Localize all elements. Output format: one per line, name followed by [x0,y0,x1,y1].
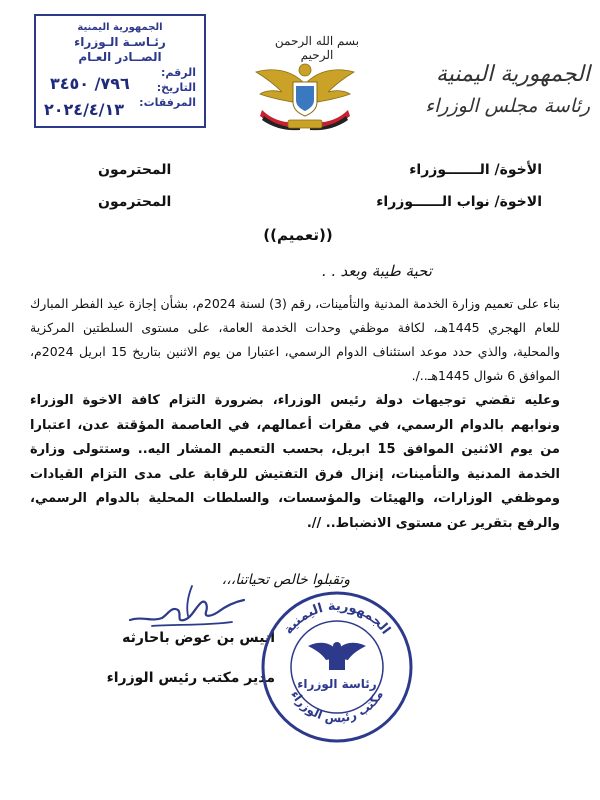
signer-name: انيس بن عوض باحارثه [122,630,275,646]
seal-inner-text: رئاسة الوزراء [297,677,377,691]
addressee-ministers-honorific: المحترمون [98,162,172,178]
signer-title: مدير مكتب رئيس الوزراء [106,670,275,686]
letterhead-republic: الجمهورية اليمنية [435,62,590,87]
stamp-presidency: رئـاسـة الـوزراء [74,35,166,49]
body-paragraph-2: وعليه تقضي توجيهات دولة رئيس الوزراء، بضرورة التزام كافة الاخوة الوزراء ونوابهم بالدوام الرسمي، في مقرات أعمالهم، في العاصمة المؤقتة عدن، اعتبارا من يوم الاثنين الموافق 15 ابريل، بحسب التعميم المشار اليه.. وستتولى وزارة الخدمة المدنية والتأمينات، إنزال فرق التفتيش للرقابة على مدى التزام القيادات وموظفي الوزارات، والهيئات والمؤسسات، والسلطات المحلية بالدوام الرسمي، والرفع بتقرير عن مستوى الانضباط.. //. [30,393,560,531]
seal-bottom-text: مكتب رئيس الوزراء [288,687,386,726]
letterhead-right [420,62,590,118]
letterhead-presidency: رئاسة مجلس الوزراء [425,95,590,117]
stamp-attachments-label: المرفقات: [139,96,196,109]
seal-outer-text: الجمهورية اليمنية [281,598,394,638]
stamp-number-value: ٧٩٦/ ٣٤٥٠ [50,74,130,93]
official-seal-icon [258,588,416,746]
basmala: بسم الله الرحمن الرحيم [274,34,360,62]
stamp-date-value: ٢٠٢٤/٤/١٣ [44,100,125,119]
circular-title: ((تعميم)) [263,226,333,244]
yemen-eagle-emblem-icon [252,54,358,136]
stamp-republic: الجمهورية اليمنية [77,22,163,33]
stamp-number-label: الرقم: [161,66,196,79]
greeting: تحية طيبة وبعد . . [321,262,432,280]
body-paragraph-1: بناء على تعميم وزارة الخدمة المدنية والتأمينات، رقم (3) لسنة 2024م، بشأن إجازة عيد الفطر المبارك للعام الهجري 1445هـ، لكافة موظفي وحدات الخدمة العامة، على مستوى السلطتين المركزية والمحلية، والذي حدد موعد استئناف الدوام الرسمي، اعتبارا من يوم الاثنين بتاريخ 15 ابريل 2024م، الموافق 6 شوال 1445هـ../. [30,296,561,383]
closing-line: وتقبلوا خالص تحياتنا،،، [221,572,350,588]
stamp-date-label: التاريخ: [156,81,196,94]
reference-stamp [34,14,206,128]
stamp-outgoing: الصــادر العـام [78,50,162,64]
addressee-ministers: الأخوة/ الـــــــوزراء [409,162,542,178]
handwritten-signature-icon [122,576,252,638]
addressee-deputy-ministers: الاخوة/ نواب الــــــوزراء [376,194,542,210]
addressee-deputies-honorific: المحترمون [98,194,172,210]
